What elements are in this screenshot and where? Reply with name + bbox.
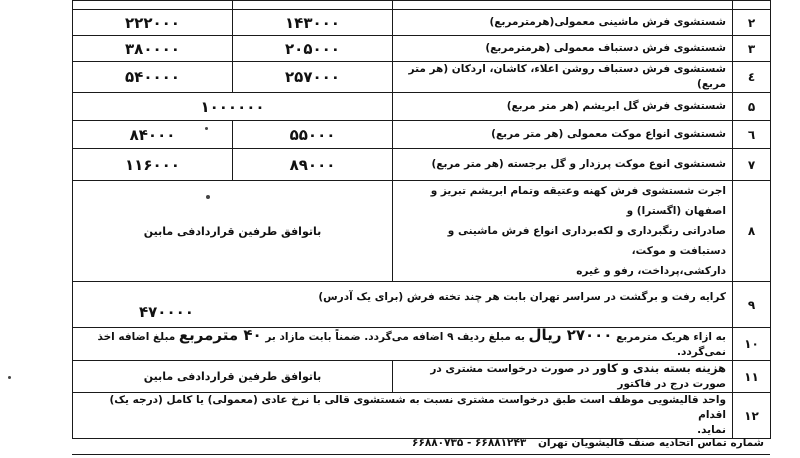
table-row bbox=[73, 181, 771, 282]
table-row bbox=[73, 282, 771, 328]
row-number: ۸ bbox=[733, 181, 771, 282]
row-description: شستشوی فرش ماشینی معمولی(هرمترمربع) bbox=[393, 10, 733, 36]
row-description bbox=[393, 181, 733, 282]
row10-text-3: مبلغ اضافه اخذ نمی‌گردد. bbox=[97, 331, 726, 358]
row-description-line: صادراتی رنگبرداری و لکه‌برداری انواع فرش ماشینی و دستبافت و موکت، bbox=[447, 225, 726, 257]
row-number: ۷ bbox=[733, 149, 771, 181]
row10-text-2: به مبلغ ردیف ۹ اضافه می‌گردد. ضمناً بابت مازاد بر bbox=[265, 331, 525, 343]
table-row bbox=[73, 361, 771, 393]
row-description: شستشوی انواع موکت معمولی (هر متر مربع) bbox=[393, 121, 733, 149]
price-normal: ۲۰۵۰۰۰ bbox=[233, 36, 393, 62]
row10-text-1: به ازاء هریک مترمربع bbox=[616, 331, 726, 343]
price-normal: ۱۴۳۰۰۰ bbox=[233, 10, 393, 36]
row-description-text: کرایه رفت و برگشت در سراسر تهران بابت هر چند تخته فرش (برای یک آدرس) bbox=[318, 290, 726, 303]
price-complete: ۵۴۰۰۰۰ bbox=[73, 62, 233, 93]
row-description bbox=[393, 361, 733, 393]
price-complete: ۳۸۰۰۰۰ bbox=[73, 36, 233, 62]
footer-phones: ۶۶۸۸۱۲۴۳ - ۶۶۸۸۰۷۳۵ bbox=[412, 437, 527, 449]
table-row bbox=[73, 36, 771, 62]
footer-label: شماره تماس اتحادیه صنف قالیشویان تهران bbox=[537, 437, 764, 449]
row-number: ۱۰ bbox=[733, 328, 771, 361]
cut-row bbox=[73, 1, 771, 10]
row-description: شستشوی فرش دستباف روشن اعلاء، کاشان، اردکان (هر متر مربع) bbox=[393, 62, 733, 93]
table-row bbox=[73, 328, 771, 361]
table-row bbox=[73, 149, 771, 181]
agreement-note: باتوافق طرفین قراردادفی مابین bbox=[73, 181, 393, 282]
row-number: ٤ bbox=[733, 62, 771, 93]
row-number: ٦ bbox=[733, 121, 771, 149]
table-row bbox=[73, 93, 771, 121]
row-description: شستشوی فرش دستباف معمولی (هرمترمربع) bbox=[393, 36, 733, 62]
table-row bbox=[73, 10, 771, 36]
row-description: شستشوی انوع موکت پرزدار و گل برجسته (هر متر مربع) bbox=[393, 149, 733, 181]
row12-line: نماید. bbox=[697, 424, 726, 436]
row-number: ۱۲ bbox=[733, 393, 771, 439]
price-complete: ۸۴۰۰۰ bbox=[73, 121, 233, 149]
row-number: ۹ bbox=[733, 282, 771, 328]
agreement-note: باتوافق طرفین قراردادفی مابین bbox=[73, 361, 393, 393]
price-single: ۱۰۰۰۰۰۰ bbox=[73, 93, 393, 121]
contact-footer bbox=[72, 432, 770, 455]
row-number: ۵ bbox=[733, 93, 771, 121]
row11-text: در صورت درخواست مشتری در صورت درج در فاکتور bbox=[430, 363, 726, 390]
row-description-line: دارکشی،پرداخت، رفو و غیره bbox=[576, 265, 726, 277]
row-description-line: اجرت شستشوی فرش کهنه وعتیقه وتمام ابریشم تبریز و اصفهان (اگسترا) و bbox=[430, 185, 726, 217]
row-number: ۳ bbox=[733, 36, 771, 62]
price-complete: ۱۱۶۰۰۰ bbox=[73, 149, 233, 181]
scan-speck bbox=[8, 376, 11, 379]
table-row bbox=[73, 62, 771, 93]
row-description bbox=[73, 328, 733, 361]
price-normal: ۵۵۰۰۰ bbox=[233, 121, 393, 149]
row-description: شستشوی فرش گل ابریشم (هر متر مربع) bbox=[393, 93, 733, 121]
price-table bbox=[72, 0, 771, 439]
row-number: ۲ bbox=[733, 10, 771, 36]
row11-label: هزینه بسته بندی و کاور bbox=[593, 361, 726, 375]
row10-area: ۴۰ مترمربع bbox=[178, 327, 262, 344]
table-row bbox=[73, 121, 771, 149]
price-complete: ۲۲۲۰۰۰ bbox=[73, 10, 233, 36]
price-normal: ۸۹۰۰۰ bbox=[233, 149, 393, 181]
price-normal: ۲۵۷۰۰۰ bbox=[233, 62, 393, 93]
price-transport: ۴۷۰۰۰۰ bbox=[139, 302, 194, 321]
row-description bbox=[73, 282, 733, 328]
row10-amount: ۲۷۰۰۰ ریال bbox=[528, 327, 613, 344]
row-number: ۱۱ bbox=[733, 361, 771, 393]
price-document bbox=[72, 0, 770, 458]
row12-line: واحد قالیشویی موظف است طبق درخواست مشتری نسبت به شستشوی قالی با نرخ عادی (معمولی) یا کامل (درجه یک) اقدام bbox=[109, 394, 726, 421]
